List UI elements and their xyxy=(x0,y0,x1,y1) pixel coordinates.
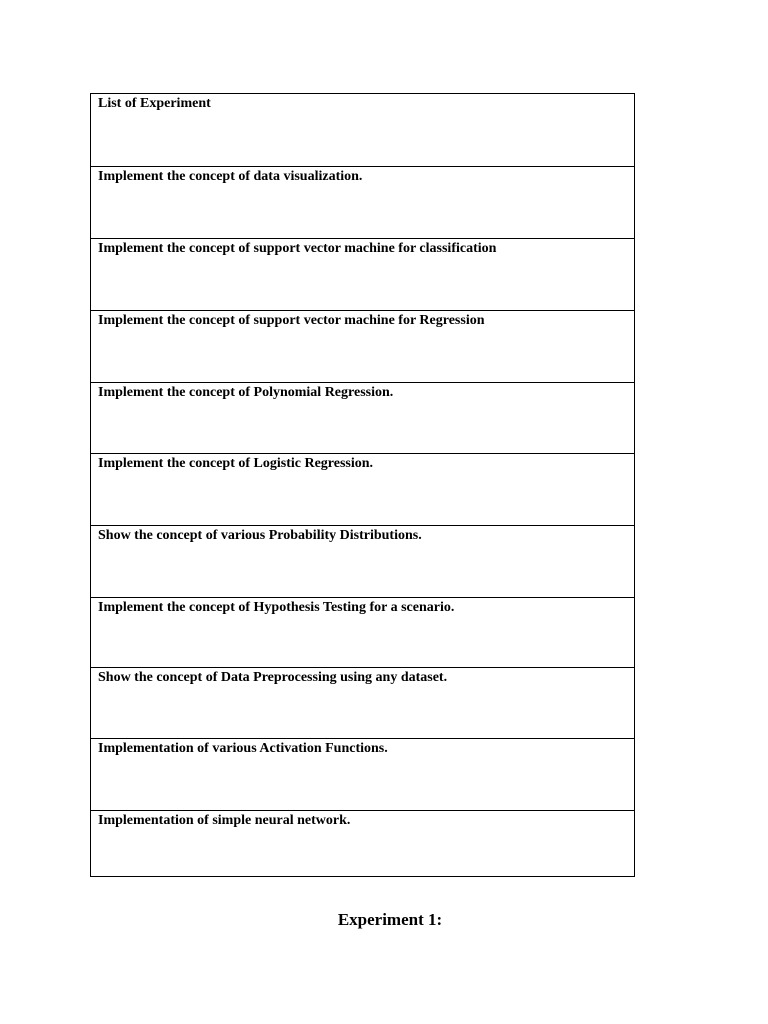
experiment-list-table xyxy=(90,93,635,877)
table-row: Show the concept of Data Preprocessing using any dataset. xyxy=(91,667,634,738)
table-row: Implement the concept of data visualization. xyxy=(91,166,634,238)
table-header-row: List of Experiment xyxy=(98,96,211,111)
table-row: Show the concept of various Probability Distributions. xyxy=(91,525,634,597)
section-heading: Experiment 1: xyxy=(337,910,443,929)
table-row: Implement the concept of Logistic Regression. xyxy=(91,453,634,525)
table-row: Implementation of simple neural network. xyxy=(91,810,634,876)
table-row: Implement the concept of support vector machine for Regression xyxy=(91,310,634,382)
table-row: Implementation of various Activation Functions. xyxy=(91,738,634,810)
table-row: Implement the concept of support vector machine for classification xyxy=(91,238,634,310)
table-row: Implement the concept of Polynomial Regression. xyxy=(91,382,634,453)
table-row: Implement the concept of Hypothesis Testing for a scenario. xyxy=(91,597,634,667)
